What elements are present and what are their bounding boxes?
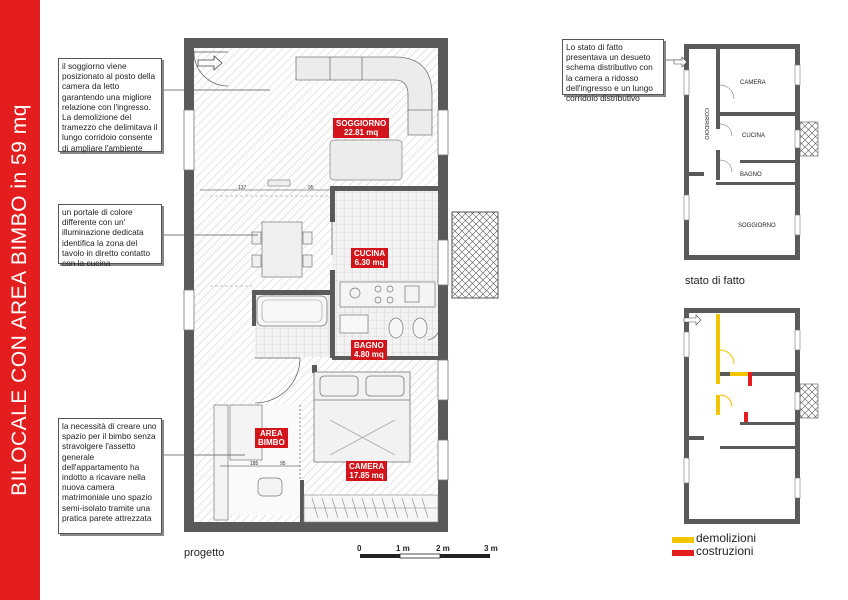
bathtub — [257, 296, 327, 326]
svg-text:95: 95 — [280, 461, 286, 467]
legend-costruzioni: costruzioni — [696, 544, 754, 558]
note-area-bimbo: la necessità di creare uno spazio per il bimbo senza stravolgere l'assetto generale dell'appartamento ha indotto a ricavare nella nuova camera matrimoniale uno spazio semi-isolato tramite una pratica parete attrezzata — [58, 418, 162, 534]
scale-label-0: 0 — [357, 544, 362, 553]
label-area-bimbo: AREA BIMBO — [255, 428, 288, 448]
legend-demolizioni: demolizioni — [696, 531, 757, 545]
label-soggiorno: SOGGIORNO 22.81 mq — [333, 118, 389, 138]
scale-label-1: 1 m — [396, 544, 410, 553]
legend-swatch-costruzioni — [672, 550, 694, 556]
svg-text:BAGNO: BAGNO — [740, 172, 762, 178]
plan-modifiche — [684, 308, 818, 524]
svg-text:185: 185 — [250, 461, 259, 467]
caption-progetto: progetto — [184, 547, 225, 559]
scale-bar — [360, 554, 490, 558]
svg-text:95: 95 — [308, 185, 314, 191]
caption-stato-di-fatto: stato di fatto — [685, 275, 745, 287]
bed — [314, 372, 410, 462]
scale-label-2: 2 m — [436, 544, 450, 553]
note-stato-di-fatto: Lo stato di fatto presentava un desueto schema distributivo con la camera a ridosso dell'ingresso e un lungo corridoio distributivo — [562, 39, 664, 95]
svg-text:SOGGIORNO: SOGGIORNO — [738, 223, 776, 229]
scale-label-3: 3 m — [484, 544, 498, 553]
label-bagno: BAGNO 4.80 mq — [351, 340, 387, 360]
coffee-table — [330, 140, 402, 180]
note-portale: un portale di colore differente con un' illuminazione dedicata identifica la zona del tavolo in diretto contatto con la cucina — [58, 204, 162, 264]
svg-text:CAMERA: CAMERA — [740, 80, 766, 86]
balcony — [452, 212, 498, 298]
label-cucina: CUCINA 6.30 mq — [351, 248, 388, 268]
svg-text:CORRIDOIO: CORRIDOIO — [703, 108, 709, 140]
legend-swatch-demolizioni — [672, 537, 694, 543]
note-soggiorno: il soggiorno viene posizionato al posto della camera da letto garantendo una migliore relazione con l'ingresso. La demolizione del tramezzo che delimitava il lungo corridoio consente di ampliare l'ambiente — [58, 58, 162, 152]
wardrobe — [304, 495, 438, 522]
svg-text:137: 137 — [238, 185, 247, 191]
svg-text:CUCINA: CUCINA — [742, 133, 766, 139]
label-camera: CAMERA 17.85 mq — [346, 461, 387, 481]
kitchen-counter — [340, 282, 435, 307]
page-title: BILOCALE CON AREA BIMBO in 59 mq — [8, 104, 31, 496]
